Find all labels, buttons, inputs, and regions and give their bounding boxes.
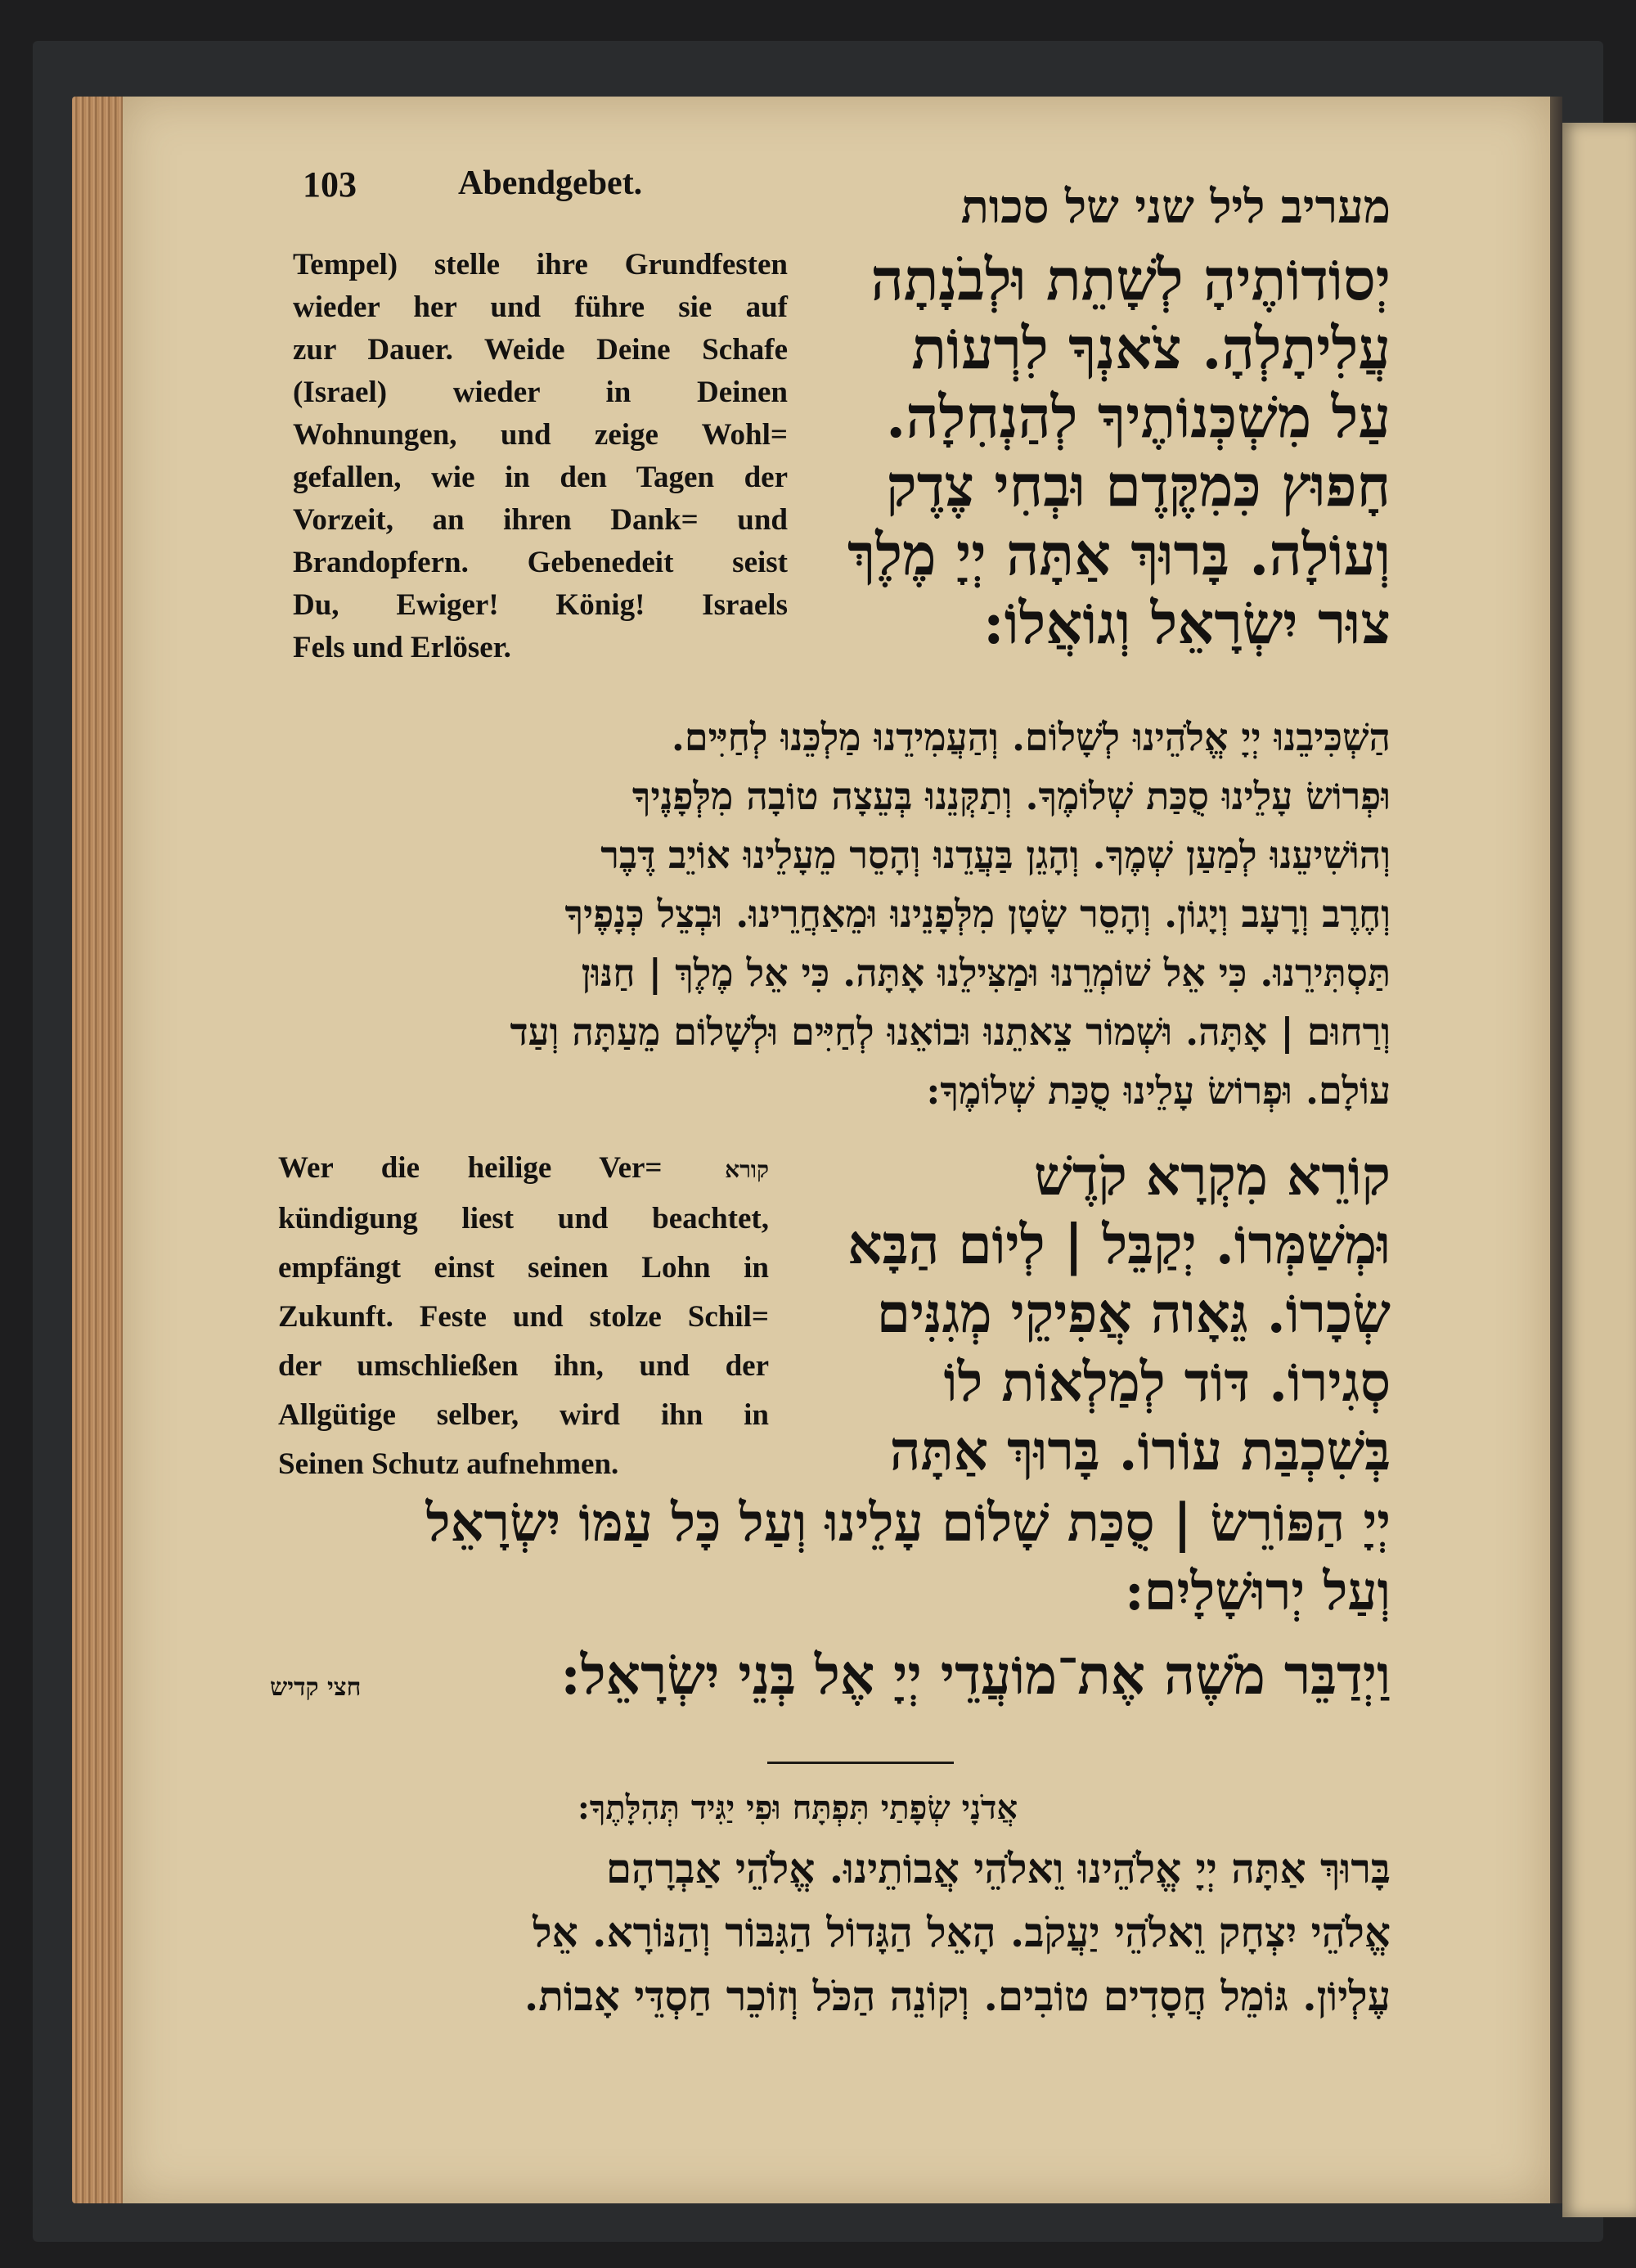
german-line: kündigung liest und beachtet, bbox=[278, 1202, 769, 1235]
margin-cue-hebrew: קורא bbox=[725, 1156, 770, 1183]
german-line: empfängt einst seinen Lohn in bbox=[278, 1251, 769, 1285]
german-translation-block-2 bbox=[278, 1144, 769, 1489]
hebrew-block-1 bbox=[736, 245, 1391, 658]
german-line: (Israel) wieder in Deinen bbox=[293, 376, 788, 409]
german-line-text: Wer die heilige Ver= bbox=[278, 1151, 663, 1185]
german-line: wieder her und führe sie auf bbox=[293, 290, 788, 324]
running-head-german: Abendgebet. bbox=[458, 164, 643, 202]
hebrew-line: עוֹלָם. וּפְרוֹשׂ עָלֵינוּ סֻכַּת שְׁלוֹמֶךָ: bbox=[926, 1069, 1391, 1113]
hebrew-line: סְגִירוֹ. דּוֹד לְמַלְאוֹת לוֹ bbox=[943, 1350, 1391, 1414]
hebrew-line: יְיָ הַפּוֹרֵשׂ | סֻכַּת שָׁלוֹם עָלֵינוּ וְעַל כָּל עַמּוֹ יִשְׂרָאֵל bbox=[425, 1492, 1391, 1554]
hebrew-vayedaber: וַיְדַבֵּר מֹשֶׁה אֶת־מוֹעֲדֵי יְיָ אֶל בְּנֵי יִשְׂרָאֵל: bbox=[560, 1643, 1391, 1707]
german-line: Seinen Schutz aufnehmen. bbox=[278, 1447, 619, 1481]
german-line: Zukunft. Feste und stolze Schil= bbox=[278, 1300, 769, 1334]
page-number: 103 bbox=[303, 164, 357, 205]
hebrew-line: קוֹרֵא מִקְרָא קֹדֶשׁ bbox=[1034, 1144, 1391, 1208]
hebrew-line: עַל מִשְׁכְּנוֹתֶיךָ לְהַנְחִלָה. bbox=[885, 383, 1391, 451]
hebrew-block-2 bbox=[744, 1141, 1391, 1485]
hebrew-poreis bbox=[204, 1489, 1391, 1627]
hebrew-line: יְסוֹדוֹתֶיהָ לְשָׁתֵת וּלְבֹנָתָה bbox=[870, 245, 1391, 313]
german-line: Fels und Erlöser. bbox=[293, 631, 511, 664]
hebrew-line: וְעַל יְרוּשָׁלָיִם: bbox=[1125, 1561, 1391, 1622]
page-block-edge bbox=[72, 97, 129, 2203]
hebrew-line: בָּרוּךְ אַתָּה יְיָ אֱלֹהֵינוּ וֵאלֹהֵי אֲבוֹתֵינוּ. אֱלֹהֵי אַבְרָהָם bbox=[605, 1844, 1391, 1892]
hebrew-line: בְּשִׁכְבַּת עוֹרוֹ. בָּרוּךְ אַתָּה bbox=[889, 1419, 1391, 1483]
hebrew-line: צוּר יִשְׂרָאֵל וְגוֹאֲלוֹ: bbox=[982, 589, 1391, 657]
german-line: Tempel) stelle ihre Grundfesten bbox=[293, 248, 788, 281]
hebrew-line: שְׂכָרוֹ. גֵּאָוה אֲפִיקֵי מְגִנִּים bbox=[876, 1281, 1391, 1345]
running-head-hebrew: מעריב ליל שני של סכות bbox=[960, 180, 1391, 234]
hebrew-line: הַשְׁכִּיבֵנוּ יְיָ אֱלֹהֵינוּ לְשָׁלוֹם. וְהַעֲמִידֵנוּ מַלְכֵּנוּ לְחַיִּים. bbox=[671, 715, 1391, 759]
hebrew-line: עֶלְיוֹן. גּוֹמֵל חֲסָדִים טוֹבִים. וְקוֹנֵה הַכֹּל וְזוֹכֵר חַסְדֵּי אָבוֹת. bbox=[524, 1972, 1391, 2020]
hebrew-line: וּמְשַׁמְּרוֹ. יְקַבֵּל | לְיוֹם הַבָּא bbox=[847, 1213, 1391, 1276]
hebrew-line: חָפוּץ כִּמִקֶּדֶם וּבְחִי צֶדֶק bbox=[886, 452, 1391, 520]
german-translation-block-1 bbox=[293, 244, 788, 669]
hebrew-line: וְהוֹשִׁיעֵנוּ לְמַעַן שְׁמֶךָ. וְהָגֵן בַּעֲדֵנוּ וְהָסֵר מֵעָלֵינוּ אוֹיֵב דֶּבֶר bbox=[600, 833, 1391, 877]
german-line: Vorzeit, an ihren Dank= und bbox=[293, 503, 788, 537]
german-line: Brandopfern. Gebenedeit seist bbox=[293, 546, 788, 579]
hebrew-line: וְעוֹלָה. בָּרוּךְ אַתָּה יְיָ מֶלֶךְ bbox=[847, 520, 1391, 588]
facing-page-edge bbox=[1562, 123, 1636, 2217]
german-line: Allgütige selber, wird ihn in bbox=[278, 1398, 769, 1432]
hebrew-line: וּפְרוֹשׂ עָלֵינוּ סֻכַּת שְׁלוֹמֶךָ. וְתַקְּנֵנוּ בְּעֵצָה טוֹבָה מִלְּפָנֶיךָ bbox=[631, 774, 1391, 818]
hebrew-hashkiveinu bbox=[204, 708, 1391, 1120]
hebrew-line: וְחֶרֶב וְרָעָב וְיָגוֹן. וְהָסֵר שָׂטָן מִלְּפָנֵינוּ וּמֵאַחֲרֵינוּ. וּבְצֵל כְּנָפֶיךָ bbox=[564, 892, 1391, 936]
hebrew-line: אֱלֹהֵי יִצְחָק וֵאלֹהֵי יַעֲקֹב. הָאֵל הַגָּדוֹל הַגִּבּוֹר וְהַנּוֹרָא. אֵל bbox=[533, 1908, 1391, 1956]
german-line: der umschließen ihn, und der bbox=[278, 1349, 769, 1383]
hebrew-line: עֲלִיתָלְהָ. צֹאנְךָ לִרְעוֹת bbox=[911, 314, 1391, 382]
section-divider bbox=[767, 1762, 954, 1764]
german-line: gefallen, wie in den Tagen der bbox=[293, 461, 788, 494]
german-line: Wohnungen, und zeige Wohl= bbox=[293, 418, 788, 452]
german-line bbox=[278, 1144, 769, 1195]
german-line: zur Dauer. Weide Deine Schafe bbox=[293, 333, 788, 367]
german-line: Du, Ewiger! König! Israels bbox=[293, 588, 788, 622]
hebrew-adonai-sefatai: אֲדֹנָי שְׂפָתַי תִּפְתָּח וּפִי יַגִּיד תְּהִלָּתֶךָ: bbox=[577, 1789, 1018, 1827]
hebrew-amidah-opening bbox=[204, 1837, 1391, 2028]
hebrew-line: תַּסְתִּירֵנוּ. כִּי אֵל שׁוֹמְרֵנוּ וּמַצִּילֵנוּ אָתָּה. כִּי אֵל מֶלֶךְ | חַנּוּן bbox=[581, 951, 1391, 995]
kaddish-note: חצי קדיש bbox=[270, 1673, 362, 1702]
hebrew-line: וְרַחוּם | אָתָּה. וּשְׁמוֹר צֵאתֵנוּ וּבוֹאֵנוּ לְחַיִּים וּלְשָׁלוֹם מֵעַתָּה וְעַד bbox=[510, 1010, 1391, 1054]
